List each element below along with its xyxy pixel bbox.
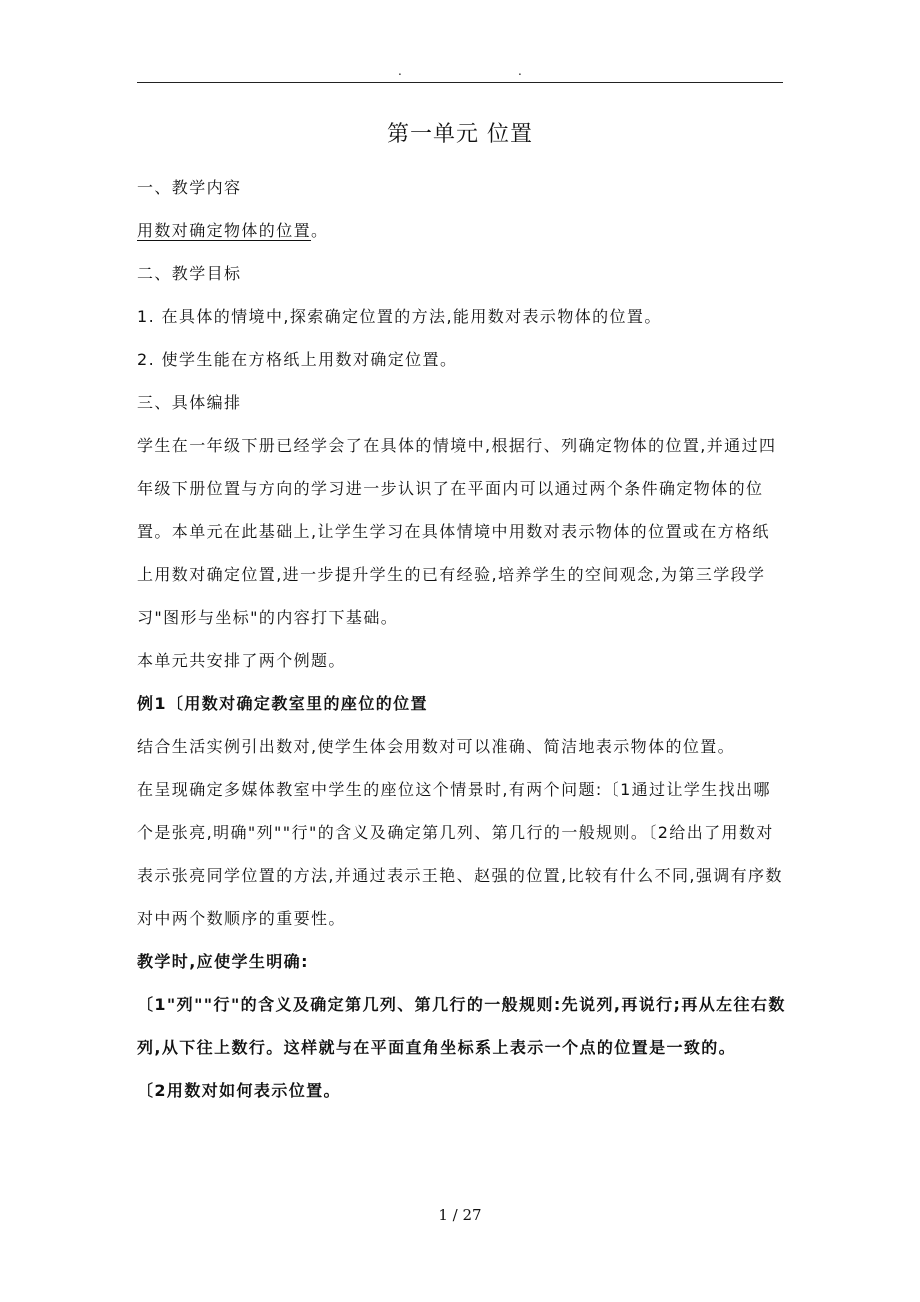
goal-item-2: 2. 使学生能在方格纸上用数对确定位置。 — [137, 350, 458, 369]
goal-item-1: 1. 在具体的情境中,探索确定位置的方法,能用数对表示物体的位置。 — [137, 307, 662, 326]
header-dot-right: . — [518, 64, 522, 78]
page-title: 第一单元 位置 — [387, 122, 533, 147]
teaching-point-2: 〔2用数对如何表示位置。 — [137, 1081, 341, 1100]
example1-heading: 例1〔用数对确定教室里的座位的位置 — [137, 694, 428, 713]
header-rule — [137, 82, 783, 83]
example1-paragraph-2: 在呈现确定多媒体教室中学生的座位这个情景时,有两个问题:〔1通过让学生找出哪个是张亮,明确"列""行"的含义及确定第几列、第几行的一般规则。〔2给出了用数对表示张亮同学位置的方法,并通过表示王艳、赵强的位置,比较有什么不同,强调有序数对中两个数顺序的重要性。 — [137, 780, 783, 928]
section-heading-content: 一、教学内容 — [137, 178, 242, 197]
arrangement-paragraph-1: 学生在一年级下册已经学会了在具体的情境中,根据行、列确定物体的位置,并通过四年级下册位置与方向的学习进一步认识了在平面内可以通过两个条件确定物体的位置。本单元在此基础上,让学生学习在具体情境中用数对表示物体的位置或在方格纸上用数对确定位置,进一步提升学生的已有经验,培养学生的空间观念,为第三学段学习"图形与坐标"的内容打下基础。 — [137, 436, 777, 627]
section-heading-arrangement: 三、具体编排 — [137, 393, 242, 412]
arrangement-paragraph-2: 本单元共安排了两个例题。 — [137, 651, 346, 670]
teaching-point-1: 〔1"列""行"的含义及确定第几列、第几行的一般规则:先说列,再说行;再从左往右数列,从下往上数行。这样就与在平面直角坐标系上表示一个点的位置是一致的。 — [137, 995, 786, 1057]
section-content-text — [137, 209, 787, 252]
page-number: 1 / 27 — [438, 1206, 482, 1224]
topic-period: 。 — [311, 221, 329, 240]
teaching-heading: 教学时,应使学生明确: — [137, 952, 309, 971]
header-dot-left: . — [398, 64, 402, 78]
example1-paragraph-1: 结合生活实例引出数对,使学生体会用数对可以准确、简洁地表示物体的位置。 — [137, 737, 736, 756]
document-body — [137, 166, 787, 1112]
section-heading-goals: 二、教学目标 — [137, 264, 242, 283]
underlined-topic: 用数对确定物体的位置 — [137, 221, 312, 240]
